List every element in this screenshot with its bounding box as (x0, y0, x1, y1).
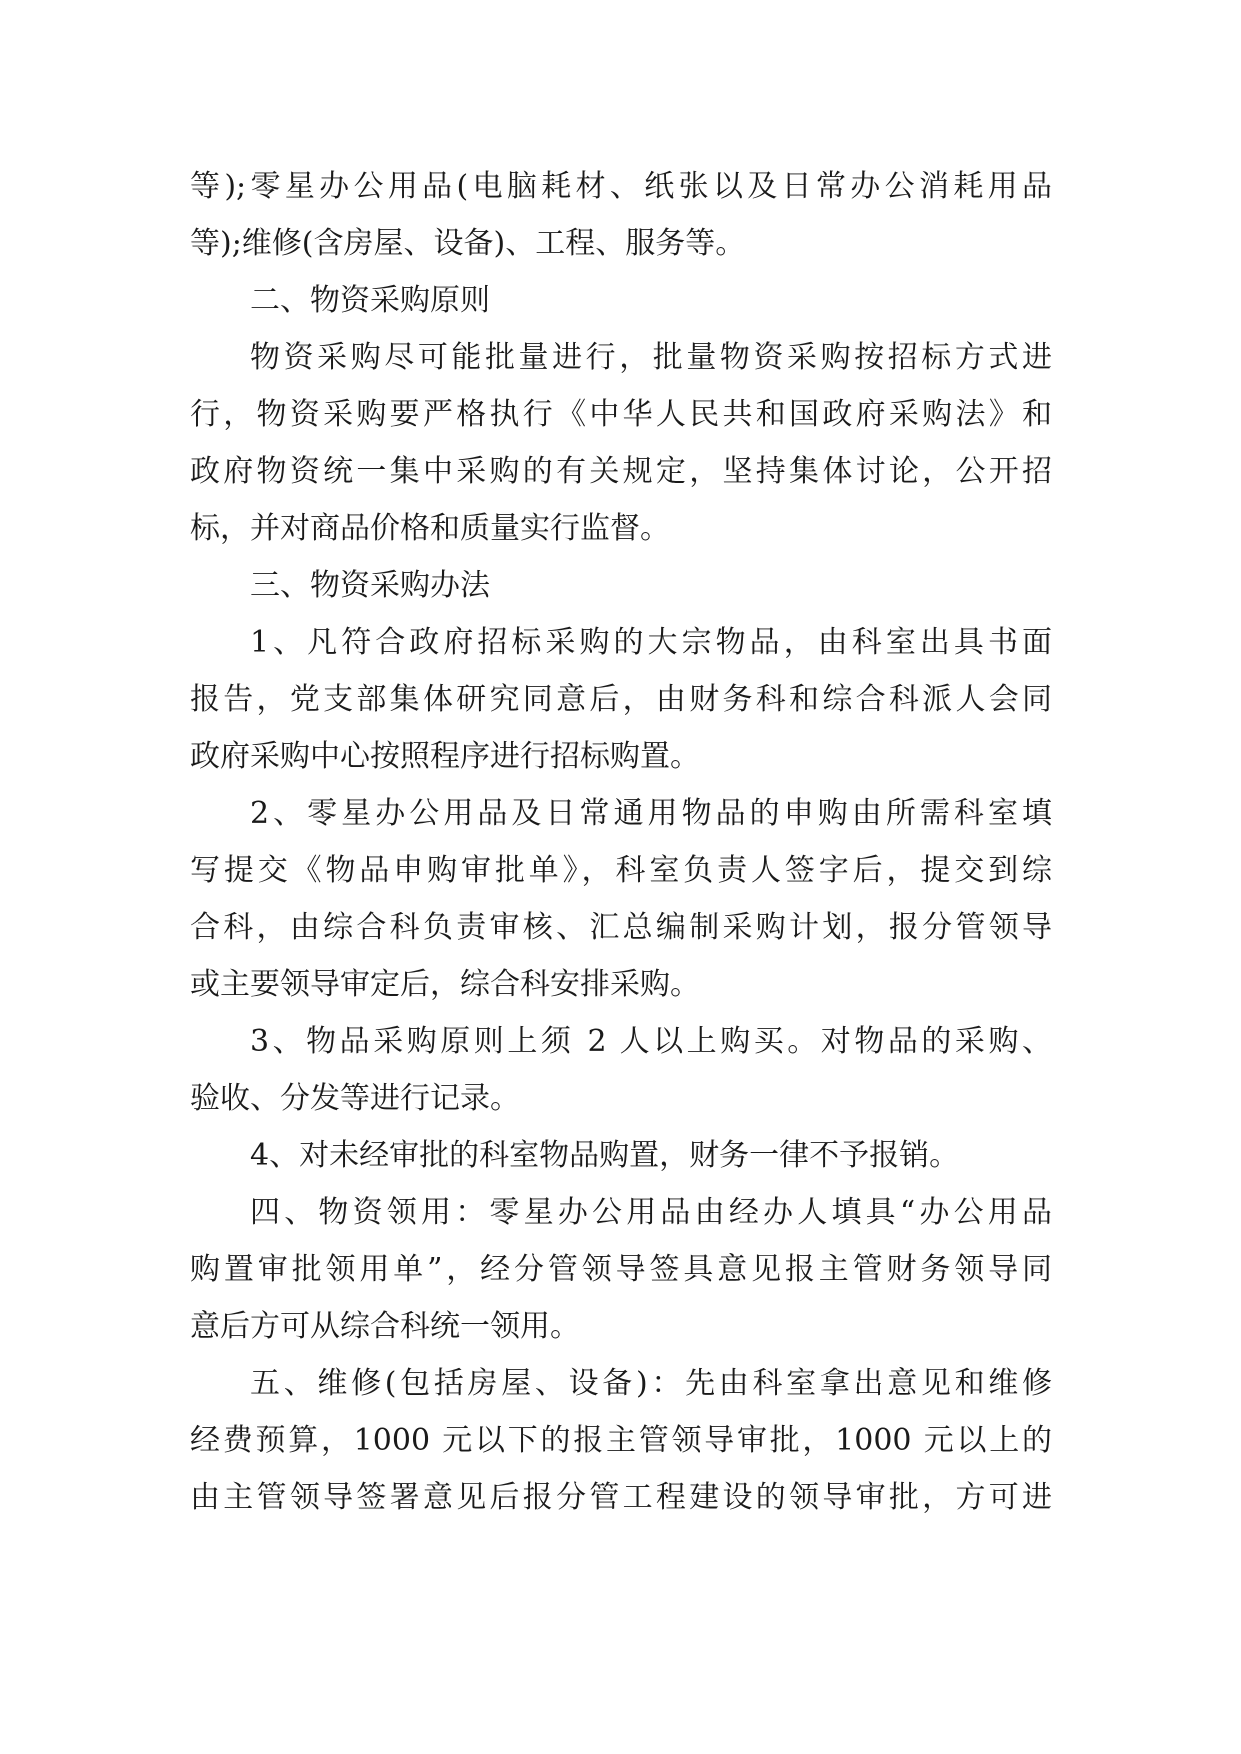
text-line: 政府采购中心按照程序进行招标购置。 (190, 739, 700, 774)
text-line: 意后方可从综合科统一领用。 (190, 1309, 580, 1344)
text-line: 或主要领导审定后，综合科安排采购。 (190, 967, 700, 1002)
text-line: 等);零星办公用品(电脑耗材、纸张以及日常办公消耗用品 (190, 169, 1052, 204)
text-line: 三、物资采购办法 (250, 568, 490, 603)
text-line: 2、零星办公用品及日常通用物品的申购由所需科室填 (250, 796, 1052, 831)
text-line: 验收、分发等进行记录。 (190, 1081, 520, 1116)
text-line: 二、物资采购原则 (250, 283, 490, 318)
text-line: 4、对未经审批的科室物品购置，财务一律不予报销。 (250, 1138, 960, 1173)
text-line: 写提交《物品申购审批单》，科室负责人签字后，提交到综 (190, 853, 1052, 888)
text-line: 合科，由综合科负责审核、汇总编制采购计划，报分管领导 (190, 910, 1052, 945)
text-line: 1、凡符合政府招标采购的大宗物品，由科室出具书面 (250, 625, 1052, 660)
text-line: 由主管领导签署意见后报分管工程建设的领导审批，方可进 (190, 1480, 1052, 1515)
text-line: 物资采购尽可能批量进行，批量物资采购按招标方式进 (250, 340, 1052, 375)
document-body (190, 158, 1052, 1526)
text-line: 3、物品采购原则上须 2 人以上购买。对物品的采购、 (250, 1024, 1052, 1059)
text-line: 五、维修(包括房屋、设备)：先由科室拿出意见和维修 (250, 1366, 1052, 1401)
text-line: 购置审批领用单”，经分管领导签具意见报主管财务领导同 (190, 1252, 1052, 1287)
text-line: 经费预算，1000 元以下的报主管领导审批，1000 元以上的 (190, 1423, 1052, 1458)
text-line: 标，并对商品价格和质量实行监督。 (190, 511, 670, 546)
text-line: 等);维修(含房屋、设备)、工程、服务等。 (190, 226, 746, 261)
text-line: 报告，党支部集体研究同意后，由财务科和综合科派人会同 (190, 682, 1052, 717)
text-line: 政府物资统一集中采购的有关规定，坚持集体讨论，公开招 (190, 454, 1052, 489)
text-line: 四、物资领用：零星办公用品由经办人填具“办公用品 (250, 1195, 1052, 1230)
text-line: 行，物资采购要严格执行《中华人民共和国政府采购法》和 (190, 397, 1052, 432)
